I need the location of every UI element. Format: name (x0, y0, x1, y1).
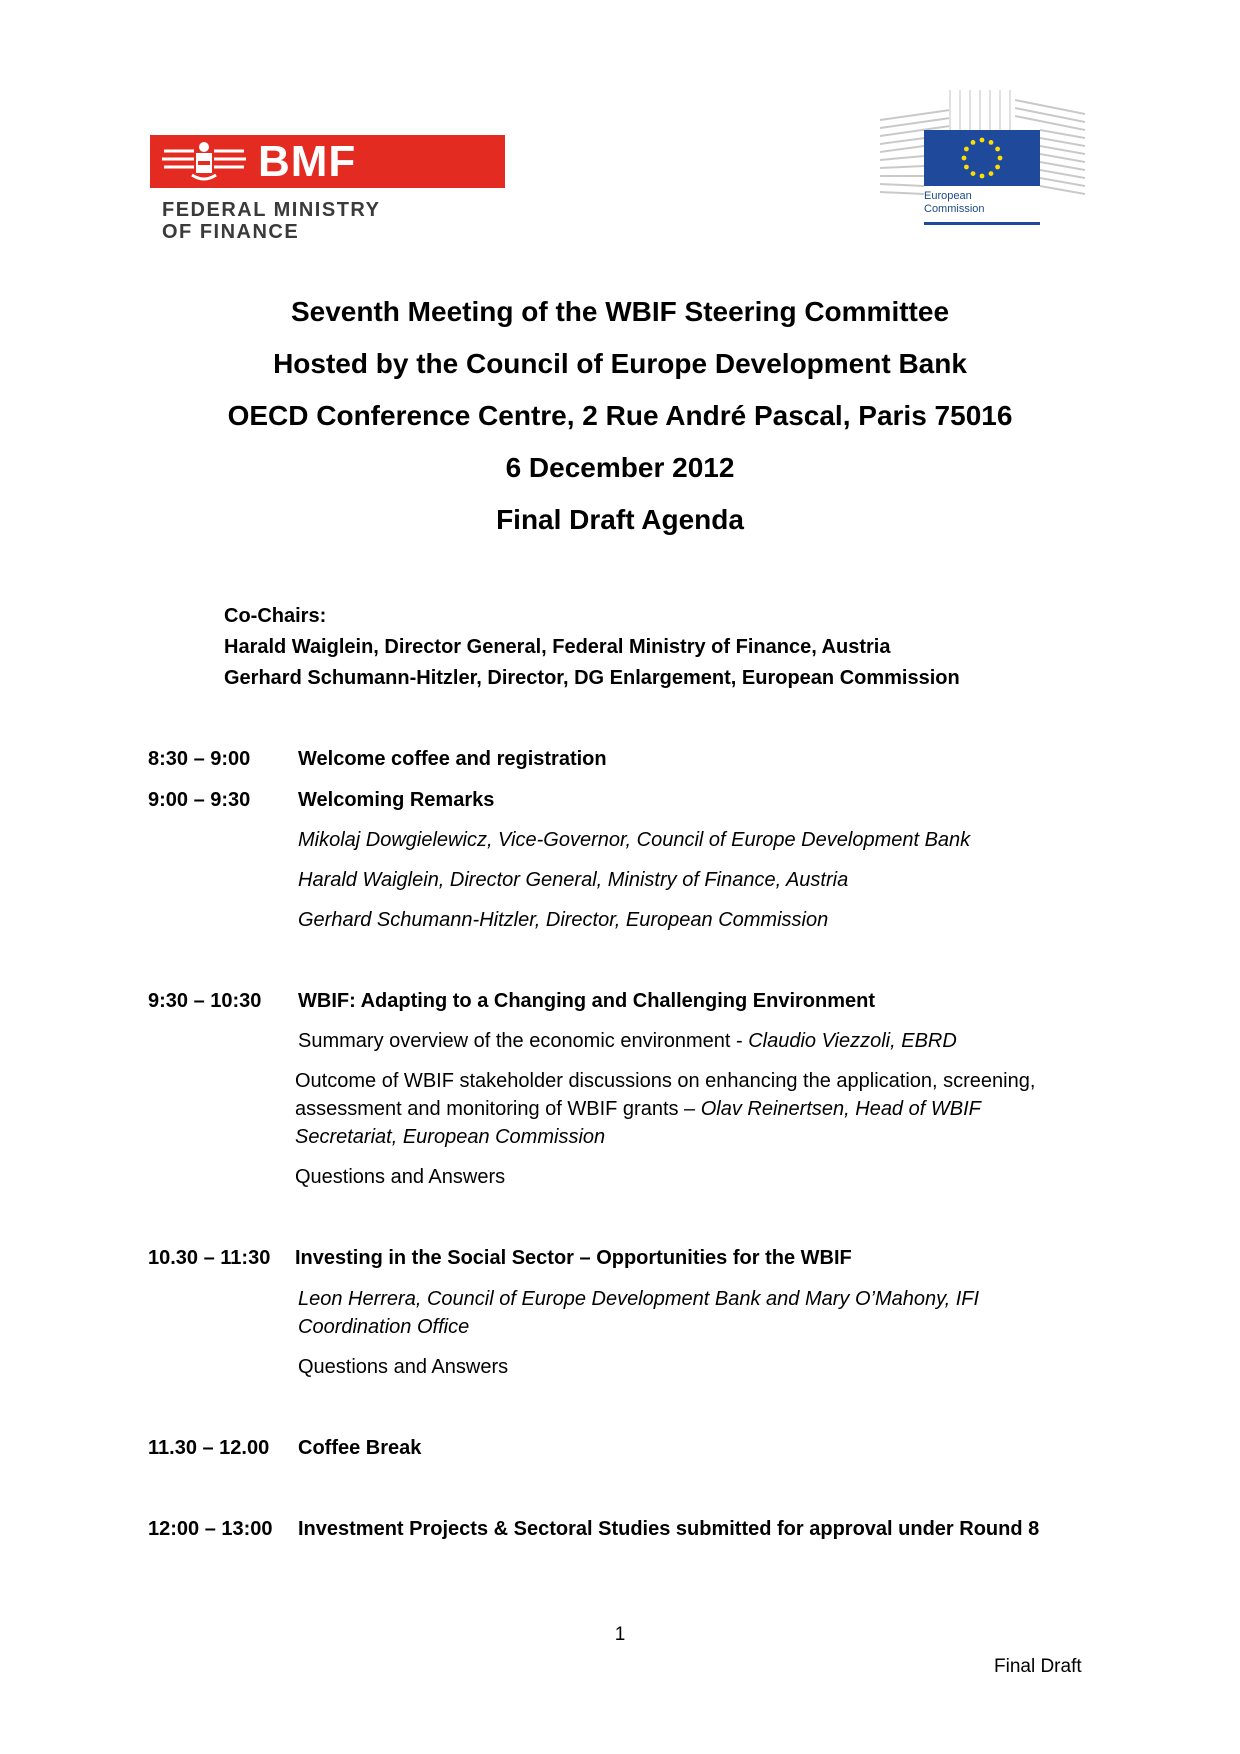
page-number: 1 (614, 1624, 626, 1645)
bmf-logo-bar (150, 135, 505, 188)
session-3-item-1-text: Summary overview of the economic environment - (298, 1030, 749, 1052)
footer-status: Final Draft (994, 1656, 1082, 1677)
session-3-item-2-line-2 (295, 1098, 981, 1121)
session-3-item-2-line-1: Outcome of WBIF stakeholder discussions on enhancing the application, screening, (295, 1070, 1036, 1092)
bmf-logo (150, 135, 505, 245)
session-2-speaker-1: Mikolaj Dowgielewicz, Vice-Governor, Council of Europe Development Bank (298, 829, 971, 851)
agenda-status: Final Draft Agenda (496, 504, 744, 535)
session-3-title: WBIF: Adapting to a Changing and Challenging Environment (298, 990, 876, 1012)
session-6-title: Investment Projects & Sectoral Studies submitted for approval under Round 8 (298, 1518, 1040, 1540)
meeting-date: 6 December 2012 (505, 452, 735, 483)
session-2-time: 9:00 – 9:30 (148, 789, 251, 811)
session-3-item-1-speaker: Claudio Viezzoli, EBRD (748, 1030, 957, 1052)
european-commission-logo (880, 90, 1085, 230)
meeting-title: Seventh Meeting of the WBIF Steering Committee (290, 296, 950, 327)
session-1-time: 8:30 – 9:00 (148, 748, 251, 770)
bmf-logo-mark: BMF (258, 137, 357, 186)
session-3-time: 9:30 – 10:30 (148, 990, 262, 1012)
session-2-title: Welcoming Remarks (298, 789, 495, 811)
session-3-item-1 (298, 1030, 957, 1053)
session-4-speaker-line-1: Leon Herrera, Council of Europe Development Bank and Mary O’Mahony, IFI (298, 1288, 980, 1310)
session-4-title: Investing in the Social Sector – Opportunities for the WBIF (295, 1247, 852, 1269)
session-4-speaker-line-2: Coordination Office (298, 1316, 470, 1338)
bmf-logo-line1: FEDERAL MINISTRY (162, 199, 381, 221)
session-5-time: 11.30 – 12.00 (148, 1437, 270, 1459)
cochair-1: Harald Waiglein, Director General, Federal Ministry of Finance, Austria (224, 636, 891, 658)
session-3-qa: Questions and Answers (295, 1166, 506, 1188)
session-3-item-2-text: assessment and monitoring of WBIF grants – (295, 1098, 701, 1120)
meeting-venue: OECD Conference Centre, 2 Rue André Pascal, Paris 75016 (227, 400, 1013, 431)
ec-line1: European (924, 190, 972, 202)
session-6-time: 12:00 – 13:00 (148, 1518, 273, 1540)
meeting-host: Hosted by the Council of Europe Development Bank (273, 348, 967, 379)
session-5-title: Coffee Break (298, 1437, 422, 1459)
session-2-speaker-2: Harald Waiglein, Director General, Ministry of Finance, Austria (298, 869, 849, 891)
session-3-item-2-speaker: Olav Reinertsen, Head of WBIF (700, 1098, 981, 1120)
session-4-time: 10.30 – 11:30 (148, 1247, 271, 1269)
session-1-title: Welcome coffee and registration (298, 748, 607, 770)
cochair-2: Gerhard Schumann-Hitzler, Director, DG Enlargement, European Commission (224, 667, 960, 689)
ec-line2: Commission (924, 203, 985, 215)
session-2-speaker-3: Gerhard Schumann-Hitzler, Director, European Commission (298, 909, 829, 931)
austrian-eagle-icon (154, 135, 254, 188)
session-3-item-2-line-3: Secretariat, European Commission (295, 1126, 606, 1148)
cochairs-label: Co-Chairs: (224, 605, 327, 627)
european-commission-wordmark (924, 190, 985, 216)
bmf-logo-line2: OF FINANCE (162, 221, 300, 243)
session-4-qa: Questions and Answers (298, 1356, 509, 1378)
